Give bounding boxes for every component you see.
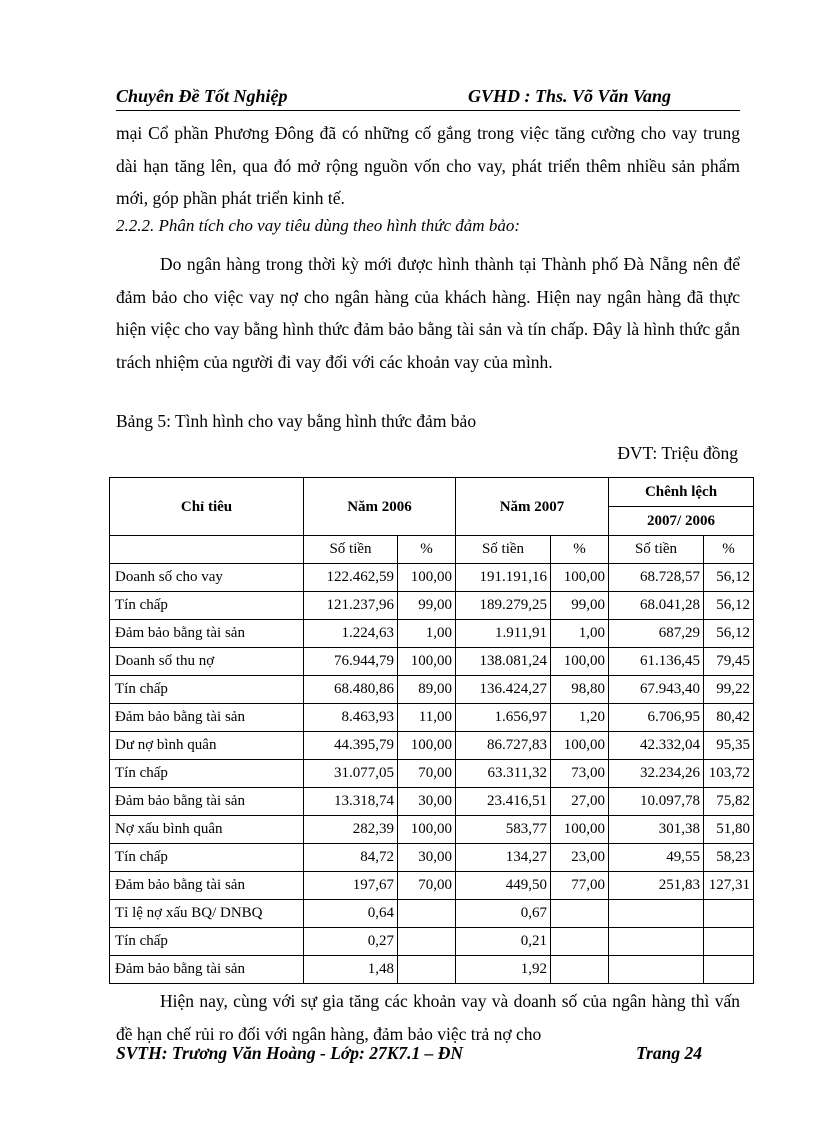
row-label: Đảm bảo bằng tài sản [110, 620, 304, 648]
row-label: Đảm bảo bằng tài sản [110, 956, 304, 984]
table-cell [704, 928, 754, 956]
table-cell: 99,00 [551, 592, 609, 620]
table-cell: 49,55 [609, 844, 704, 872]
table-cell: 122.462,59 [304, 564, 398, 592]
table-row [110, 704, 754, 732]
table-cell: 80,42 [704, 704, 754, 732]
table-cell: 61.136,45 [609, 648, 704, 676]
table-cell: 121.237,96 [304, 592, 398, 620]
table-cell: 282,39 [304, 816, 398, 844]
table-cell [398, 956, 456, 984]
subheader-empty [110, 536, 304, 564]
table-cell: 99,22 [704, 676, 754, 704]
page-footer [116, 1043, 740, 1069]
table-row [110, 844, 754, 872]
table-cell: 98,80 [551, 676, 609, 704]
table-caption: Bảng 5: Tình hình cho vay bằng hình thức đảm bảo [116, 411, 477, 431]
row-label: Tín chấp [110, 592, 304, 620]
table-cell: 32.234,26 [609, 760, 704, 788]
subheader-amount-diff: Số tiền [609, 536, 704, 564]
table-cell: 77,00 [551, 872, 609, 900]
table-cell: 0,21 [456, 928, 551, 956]
table-cell: 73,00 [551, 760, 609, 788]
table-cell [609, 956, 704, 984]
table-row [110, 564, 754, 592]
row-label: Tỉ lệ nợ xấu BQ/ DNBQ [110, 900, 304, 928]
row-label: Nợ xấu bình quân [110, 816, 304, 844]
table-cell: 56,12 [704, 592, 754, 620]
table-cell: 56,12 [704, 620, 754, 648]
header-difference-period: 2007/ 2006 [609, 507, 754, 536]
table-cell: 76.944,79 [304, 648, 398, 676]
table-cell: 136.424,27 [456, 676, 551, 704]
table-cell: 100,00 [398, 648, 456, 676]
table-cell: 84,72 [304, 844, 398, 872]
row-label: Dư nợ bình quân [110, 732, 304, 760]
table-cell [551, 956, 609, 984]
table-cell: 687,29 [609, 620, 704, 648]
paragraph-intro: mại Cổ phần Phương Đông đã có những cố gắng trong việc tăng cường cho vay trung dài hạn tăng lên, qua đó mở rộng nguồn vốn cho vay, phát triển thêm nhiều sản phẩm mới, góp phần phát triển kinh tế. [116, 123, 740, 208]
table-cell: 6.706,95 [609, 704, 704, 732]
table-row [110, 928, 754, 956]
table-row [110, 816, 754, 844]
table-cell: 100,00 [398, 732, 456, 760]
table-cell: 10.097,78 [609, 788, 704, 816]
table-cell: 251,83 [609, 872, 704, 900]
table-cell: 138.081,24 [456, 648, 551, 676]
table-row [110, 648, 754, 676]
table-cell [551, 900, 609, 928]
table-cell: 23,00 [551, 844, 609, 872]
page-header [116, 84, 740, 111]
table-cell: 68.041,28 [609, 592, 704, 620]
table-cell: 100,00 [398, 816, 456, 844]
row-label: Đảm bảo bằng tài sản [110, 872, 304, 900]
row-label: Tín chấp [110, 928, 304, 956]
loan-guarantee-table [109, 477, 754, 984]
row-label: Tín chấp [110, 760, 304, 788]
table-cell: 0,64 [304, 900, 398, 928]
table-cell: 1.224,63 [304, 620, 398, 648]
table-cell: 70,00 [398, 872, 456, 900]
table-cell: 30,00 [398, 844, 456, 872]
table-cell: 0,67 [456, 900, 551, 928]
table-cell: 583,77 [456, 816, 551, 844]
table-cell: 8.463,93 [304, 704, 398, 732]
header-advisor: GVHD : Ths. Võ Văn Vang [468, 86, 672, 106]
table-cell: 100,00 [551, 732, 609, 760]
row-label: Tín chấp [110, 844, 304, 872]
row-label: Doanh số cho vay [110, 564, 304, 592]
subheader-pct-2007: % [551, 536, 609, 564]
table-row [110, 760, 754, 788]
header-year-2007: Năm 2007 [456, 478, 609, 536]
subheader-amount-2006: Số tiền [304, 536, 398, 564]
table-cell: 42.332,04 [609, 732, 704, 760]
table-cell: 1,48 [304, 956, 398, 984]
footer-student: SVTH: Trương Văn Hoàng - Lớp: 27K7.1 – ĐN [116, 1043, 464, 1063]
table-row [110, 788, 754, 816]
table-row [110, 900, 754, 928]
table-row [110, 676, 754, 704]
table-cell [398, 928, 456, 956]
section-heading: 2.2.2. Phân tích cho vay tiêu dùng theo hình thức đảm bảo: [116, 216, 520, 235]
table-cell: 1,00 [551, 620, 609, 648]
paragraph-conclusion: Hiện nay, cùng với sự gia tăng các khoản vay và doanh số của ngân hàng thì vấn đề hạn chế rủi ro đối với ngân hàng, đảm bảo việc trả nợ cho [116, 991, 740, 1044]
table-cell: 1.911,91 [456, 620, 551, 648]
table-cell: 100,00 [551, 816, 609, 844]
table-cell: 75,82 [704, 788, 754, 816]
table-unit: ĐVT: Triệu đồng [617, 443, 738, 463]
table-cell: 70,00 [398, 760, 456, 788]
table-cell: 44.395,79 [304, 732, 398, 760]
table-cell: 31.077,05 [304, 760, 398, 788]
table-cell: 134,27 [456, 844, 551, 872]
row-label: Doanh số thu nợ [110, 648, 304, 676]
subheader-pct-2006: % [398, 536, 456, 564]
table-row [110, 956, 754, 984]
header-title: Chuyên Đề Tốt Nghiệp [116, 86, 288, 106]
table-cell: 58,23 [704, 844, 754, 872]
table-cell [704, 956, 754, 984]
row-label: Tín chấp [110, 676, 304, 704]
paragraph-analysis: Do ngân hàng trong thời kỳ mới được hình thành tại Thành phố Đà Nẵng nên để đảm bảo cho việc vay nợ cho ngân hàng của khách hàng. Hiện nay ngân hàng đã thực hiện việc cho vay bằng hình thức đảm bảo bằng tài sản và tín chấp. Đây là hình thức gắn trách nhiệm của người đi vay đối với các khoản vay của mình. [116, 254, 740, 372]
header-indicator: Chỉ tiêu [110, 478, 304, 536]
table-cell: 95,35 [704, 732, 754, 760]
row-label: Đảm bảo bằng tài sản [110, 704, 304, 732]
subheader-amount-2007: Số tiền [456, 536, 551, 564]
table-cell [704, 900, 754, 928]
row-label: Đảm bảo bằng tài sản [110, 788, 304, 816]
table-row [110, 620, 754, 648]
table-row [110, 592, 754, 620]
table-cell: 1.656,97 [456, 704, 551, 732]
table-cell: 27,00 [551, 788, 609, 816]
table-cell: 23.416,51 [456, 788, 551, 816]
table-cell [609, 900, 704, 928]
header-year-2006: Năm 2006 [304, 478, 456, 536]
table-cell: 127,31 [704, 872, 754, 900]
footer-page-number: Trang 24 [636, 1043, 702, 1063]
table-cell: 1,92 [456, 956, 551, 984]
table-cell [398, 900, 456, 928]
table-cell: 103,72 [704, 760, 754, 788]
table-cell: 189.279,25 [456, 592, 551, 620]
table-cell: 301,38 [609, 816, 704, 844]
table-cell: 197,67 [304, 872, 398, 900]
table-cell [551, 928, 609, 956]
table-cell: 0,27 [304, 928, 398, 956]
table-cell: 1,20 [551, 704, 609, 732]
table-cell: 30,00 [398, 788, 456, 816]
table-row [110, 732, 754, 760]
table-cell: 100,00 [398, 564, 456, 592]
table-cell: 89,00 [398, 676, 456, 704]
table-cell: 13.318,74 [304, 788, 398, 816]
table-cell: 99,00 [398, 592, 456, 620]
table-cell: 51,80 [704, 816, 754, 844]
subheader-pct-diff: % [704, 536, 754, 564]
table-cell: 68.728,57 [609, 564, 704, 592]
table-cell: 67.943,40 [609, 676, 704, 704]
table-cell: 63.311,32 [456, 760, 551, 788]
table-cell: 68.480,86 [304, 676, 398, 704]
table-cell: 86.727,83 [456, 732, 551, 760]
table-cell: 79,45 [704, 648, 754, 676]
header-difference: Chênh lệch [609, 478, 754, 507]
table-cell: 1,00 [398, 620, 456, 648]
table-cell: 100,00 [551, 564, 609, 592]
table-cell: 11,00 [398, 704, 456, 732]
table-body [110, 564, 754, 984]
table-cell: 56,12 [704, 564, 754, 592]
table-cell [609, 928, 704, 956]
table-row [110, 872, 754, 900]
table-cell: 100,00 [551, 648, 609, 676]
table-cell: 449,50 [456, 872, 551, 900]
table-cell: 191.191,16 [456, 564, 551, 592]
